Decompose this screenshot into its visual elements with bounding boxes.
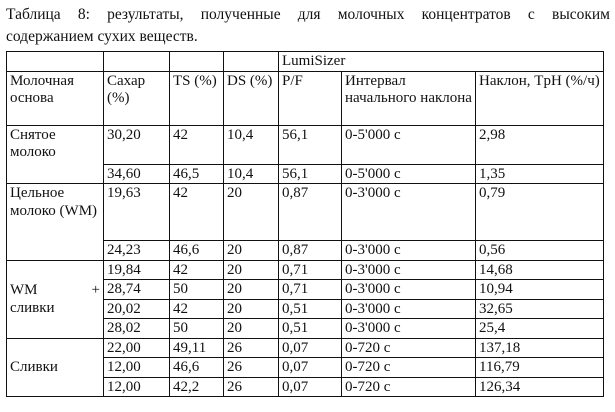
group-base-line-1 — [10, 282, 100, 300]
cell-pf: 0,87 — [279, 184, 342, 241]
group-base-cell — [7, 260, 104, 338]
cell-ts: 46,6 — [170, 241, 224, 261]
header-ts: TS (%) — [170, 71, 224, 125]
cell-ds: 20 — [224, 184, 279, 241]
cell-pf: 0,51 — [279, 299, 342, 319]
cell-ts: 46,6 — [170, 358, 224, 378]
cell-ds: 10,4 — [224, 164, 279, 184]
table-row — [7, 125, 604, 164]
lumisizer-header: LumiSizer — [279, 52, 604, 72]
cell-slope: 32,65 — [476, 299, 604, 319]
header-slope: Наклон, TpH (%/ч) — [476, 71, 604, 125]
cell-sugar: 19,84 — [104, 260, 170, 280]
header-row-group — [7, 52, 604, 72]
cell-pf: 0,51 — [279, 319, 342, 339]
cell-ds: 10,4 — [224, 125, 279, 164]
cell-pf: 56,1 — [279, 164, 342, 184]
group-base-left: WM — [10, 282, 38, 298]
cell-interval: 0-3'000 с — [342, 184, 476, 241]
cell-pf: 0,71 — [279, 260, 342, 280]
cell-sugar: 12,00 — [104, 377, 170, 397]
cell-sugar: 30,20 — [104, 125, 170, 164]
header-sugar: Сахар (%) — [104, 71, 170, 125]
cell-ts: 50 — [170, 319, 224, 339]
cell-sugar: 34,60 — [104, 164, 170, 184]
cell-sugar: 24,23 — [104, 241, 170, 261]
cell-slope: 2,98 — [476, 125, 604, 164]
cell-slope: 116,79 — [476, 358, 604, 378]
table-row — [7, 260, 604, 280]
cell-sugar: 28,02 — [104, 319, 170, 339]
cell-ts: 42 — [170, 125, 224, 164]
cell-interval: 0-3'000 с — [342, 260, 476, 280]
cell-ds: 20 — [224, 280, 279, 300]
cell-ts: 49,11 — [170, 338, 224, 358]
cell-ds: 26 — [224, 358, 279, 378]
cell-interval: 0-3'000 с — [342, 241, 476, 261]
cell-ds: 20 — [224, 299, 279, 319]
cell-sugar: 28,74 — [104, 280, 170, 300]
cell-slope: 137,18 — [476, 338, 604, 358]
cell-ts: 46,5 — [170, 164, 224, 184]
header-blank-cell — [104, 52, 170, 72]
header-interval: Интервал начального наклона — [342, 71, 476, 125]
results-table — [6, 51, 604, 397]
cell-slope: 0,56 — [476, 241, 604, 261]
cell-interval: 0-3'000 с — [342, 299, 476, 319]
group-base-plus: + — [91, 282, 100, 298]
cell-interval: 0-5'000 с — [342, 164, 476, 184]
table-row — [7, 338, 604, 358]
header-blank-cell — [224, 52, 279, 72]
cell-interval: 0-3'000 с — [342, 319, 476, 339]
cell-slope: 0,79 — [476, 184, 604, 241]
cell-sugar: 22,00 — [104, 338, 170, 358]
cell-sugar: 20,02 — [104, 299, 170, 319]
cell-interval: 0-720 с — [342, 338, 476, 358]
header-blank-cell — [7, 52, 104, 72]
cell-pf: 0,87 — [279, 241, 342, 261]
cell-ds: 26 — [224, 338, 279, 358]
cell-interval: 0-3'000 с — [342, 280, 476, 300]
cell-ts: 42 — [170, 260, 224, 280]
cell-sugar: 12,00 — [104, 358, 170, 378]
caption-line-2: содержанием сухих веществ. — [6, 28, 198, 45]
cell-slope: 25,4 — [476, 319, 604, 339]
cell-ds: 26 — [224, 377, 279, 397]
header-base: Молочная основа — [7, 71, 104, 125]
cell-sugar: 19,63 — [104, 184, 170, 241]
cell-ds: 20 — [224, 260, 279, 280]
cell-pf: 0,71 — [279, 280, 342, 300]
cell-ts: 42 — [170, 299, 224, 319]
group-base-cell: Сливки — [7, 338, 104, 397]
cell-ts: 42 — [170, 184, 224, 241]
header-row — [7, 71, 604, 125]
group-base-cell: Снятое молоко — [7, 125, 104, 184]
cell-slope: 14,68 — [476, 260, 604, 280]
table-caption — [6, 4, 610, 48]
cell-interval: 0-5'000 с — [342, 125, 476, 164]
cell-ds: 20 — [224, 319, 279, 339]
caption-line-1: Таблица 8: результаты, полученные для молочных концентратов с высоким — [6, 6, 610, 23]
cell-pf: 56,1 — [279, 125, 342, 164]
header-pf: P/F — [279, 71, 342, 125]
cell-ts: 50 — [170, 280, 224, 300]
cell-pf: 0,07 — [279, 338, 342, 358]
cell-pf: 0,07 — [279, 358, 342, 378]
table-row — [7, 184, 604, 241]
cell-slope: 1,35 — [476, 164, 604, 184]
header-ds: DS (%) — [224, 71, 279, 125]
cell-interval: 0-720 с — [342, 358, 476, 378]
cell-slope: 10,94 — [476, 280, 604, 300]
group-base-cell: Цельное молоко (WM) — [7, 184, 104, 261]
cell-interval: 0-720 с — [342, 377, 476, 397]
group-base-line-2: сливки — [10, 299, 55, 316]
cell-ts: 42,2 — [170, 377, 224, 397]
header-blank-cell — [170, 52, 224, 72]
cell-ds: 20 — [224, 241, 279, 261]
cell-pf: 0,07 — [279, 377, 342, 397]
cell-slope: 126,34 — [476, 377, 604, 397]
